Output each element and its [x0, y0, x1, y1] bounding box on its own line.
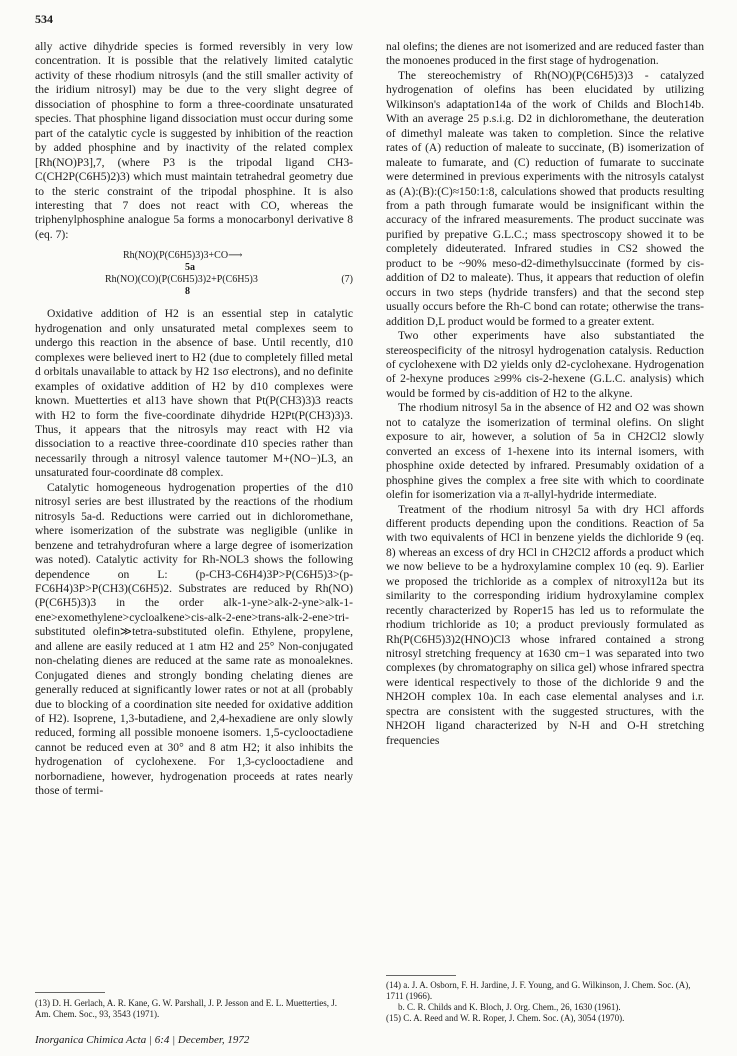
right-column	[386, 40, 704, 748]
page-number: 534	[35, 12, 53, 26]
compound-label: 5a	[185, 262, 195, 274]
footnote: (15) C. A. Reed and W. R. Roper, J. Chem. Soc. (A), 3054 (1970).	[386, 1013, 625, 1023]
footnote: (13) D. H. Gerlach, A. R. Kane, G. W. Parshall, J. P. Jesson and E. L. Muetterties, J. Am. Chem. Soc., 93, 3543 (1971).	[35, 998, 337, 1019]
paragraph: ally active dihydride species is formed reversibly in very low concentration. It is possible that the relatively limited catalytic activity of these rhodium nitrosyls (and the still smaller activity of the iridium nitrosyl) may be due to the very slight degree of dissociation of phosphine to form a three-coordinate unsaturated species. That phosphine ligand dissociation must occur during some part of the catalytic cycle is suggested by inhibition of the reaction by added phosphine and by inactivity of the related complex [Rh(NO)P3],7, (where P3 is the tripodal ligand CH3-C(CH2P(C6H5)2)3) which must maintain tetrahedral geometry due to the steric constraint of the tripodal phosphine. It is also interesting that 7 does not react with CO, whereas the triphenylphosphine analogue 5a forms a monocarbonyl derivative 8 (eq. 7):	[35, 40, 353, 241]
compound-label: 8	[185, 286, 190, 298]
equation-line: Rh(NO)(CO)(P(C6H5)3)2+P(C6H5)3	[105, 274, 258, 286]
paragraph: The stereochemistry of Rh(NO)(P(C6H5)3)3 - catalyzed hydrogenation of olefins has been elucidated by utilizing Wilkinson's adaptation14a of the work of Childs and Bloch14b. With an average 25 p.s.i.g. D2 in dichloromethane, the deuteration of dimethyl maleate was taken to completion. Since the relative rates of (A) reduction of maleate to succinate, (B) isomerization of maleate to fumarate, and (C) reduction of fumarate to succinate were determined in previous experiments with the nitrosyls catalyst as (A):(B):(C)≈150:1:8, calculations showed that products resulting from a path through fumarate would be insignificant within the accuracy of the infrared measurements. The product succinate was purified by prepative G.L.C.; mass spectroscopy showed it to be completely dideuterated. Infrared studies in CS2 showed the product to be ~90% meso-d2-dimethylsuccinate (formed by cis-addition of D2 to maleate). Thus, it appears that reduction of olefin occurs in two steps (hydride transfers) and that the second step usually occurs before the Rh-C bond can rotate; otherwise the trans-addition D,L product would be formed to a greater extent.	[386, 68, 704, 328]
paragraph: Two other experiments have also substantiated the stereospecificity of the nitrosyl hydrogenation catalysis. Reduction of cyclohexene with D2 yields only d2-cyclohexane. Hydrogenation of 2-hexyne produces ≥99% cis-2-hexene (G.L.C. analysis) which would be formed by cis-addition of H2 to the alkyne.	[386, 329, 704, 400]
equation-number: (7)	[341, 274, 353, 286]
paragraph: nal olefins; the dienes are not isomerized and are reduced faster than the monoenes produced in the first stage of hydrogenation.	[386, 40, 704, 68]
footnote-rule	[386, 975, 456, 976]
equation-line: Rh(NO)(P(C6H5)3)3+CO⟶	[123, 250, 243, 262]
paragraph: Catalytic homogeneous hydrogenation properties of the d10 nitrosyl series are best illustrated by the reactions of the rhodium nitrosyls 5a-d. Reductions were carried out in dichloromethane, where isomerization of the substrate was negligible (unlike in benzene and tetrahydrofuran where a large degree of isomerization was noted). Catalytic activity for Rh-NOL3 shows the following dependence on L: (p-CH3-C6H4)3P>P(C6H5)3>(p-FC6H4)3P>P(CH3)(C6H5)2. Substrates are reduced by Rh(NO)(P(C6H5)3)3 in the order alk-1-yne>alk-2-yne>alk-1-ene>exomethylene>cycloalkene>cis-alk-2-ene>trans-alk-2-ene>tri-substituted olefin≫tetra-substituted olefin. Ethylene, propylene, and allene are easily reduced at 1 atm H2 and 25° Non-conjugated non-chelating dienes are reduced at the same rate as monoaleknes. Conjugated dienes and strongly bonding chelating dienes are generally reduced at significantly lower rates or not at all (probably due to blocking of a coordination site needed for oxidative addition of H2). Isoprene, 1,3-butadiene, and 2,4-hexadiene are only slowly reduced, forming all possible monoene isomers. 1,5-cyclooctadiene cannot be reduced even at 30° and 8 atm H2; it also inhibits the hydrogenation of cyclohexene. For 1,3-cyclooctadiene and norbornadiene, however, hydrogenation proceeds at rates nearly those of termi-	[35, 480, 353, 798]
footnote: (14) a. J. A. Osborn, F. H. Jardine, J. F. Young, and G. Wilkinson, J. Chem. Soc. (A), 1711 (1966).	[386, 980, 691, 1001]
paragraph: Treatment of the rhodium nitrosyl 5a with dry HCl affords different products depending upon the conditions. Reaction of 5a with two equivalents of HCl in benzene yields the dichloride 9 (eq. 8) whereas an excess of dry HCl in CH2Cl2 affords a product which we now believe to be a hydroxylamine complex 10 (eq. 9). Earlier we proposed the trichloride as a complex of nitroxyl12a but its similarity to the corresponding iridium hydroxylamine complex recently characterized by Roper15 has led us to reformulate the rhodium trichloride as 10; a product previously formulated as Rh(P(C6H5)3)2(HNO)Cl3 whose infrared contained a strong nitrosyl stretching frequency at 1630 cm−1 was separated into two complexes (by chromatography on silica gel) whose infrared spectra were identical respectively to those of the dichloride 9 and the NH2OH complex 10a. In each case elemental analyses and i.r. spectra are consistent with the suggested structures, with the NH2OH ligand characterized by N-H and O-H stretching frequencies	[386, 502, 704, 747]
paragraph: The rhodium nitrosyl 5a in the absence of H2 and O2 was shown not to catalyze the isomerization of terminal olefins. On slight exposure to air, however, a solution of 5a in CH2Cl2 slowly converted an excess of 1-hexene into its internal isomers, with phosphine oxide detected by infrared. Presumably oxidation of a phosphine gives the complex a free site with which to coordinate olefin for isomerization via a π-allyl-hydride intermediate.	[386, 401, 704, 502]
paragraph: Oxidative addition of H2 is an essential step in catalytic hydrogenation and only unsaturated metal complexes seem to undergo this reaction in the absence of base. Until recently, d10 complexes were believed inert to H2 (due to completely filled metal d orbitals unavailable to attack by H2 1sσ electrons), and no definite examples of oxidative addition of H2 by d10 complexes were known. Muetterties et al13 have shown that Pt(P(CH3)3)3 reacts with H2 to form the five-coordinate dihydride H2Pt(P(CH3)3)3. Thus, it appears that the nitrosyls may react with H2 via dissociation to a reactive three-coordinate d10 species rather than necessarily through a nitrosyl valence tautomer M+(NO−)L3, an unsaturated four-coordinate d8 complex.	[35, 307, 353, 480]
footnote-rule	[35, 992, 105, 993]
equation-7	[35, 250, 353, 299]
journal-footer: Inorganica Chimica Acta | 6:4 | December, 1972	[35, 1034, 250, 1046]
left-column	[35, 40, 353, 799]
footnote: b. C. R. Childs and K. Bloch, J. Org. Chem., 26, 1630 (1961).	[398, 1002, 621, 1012]
